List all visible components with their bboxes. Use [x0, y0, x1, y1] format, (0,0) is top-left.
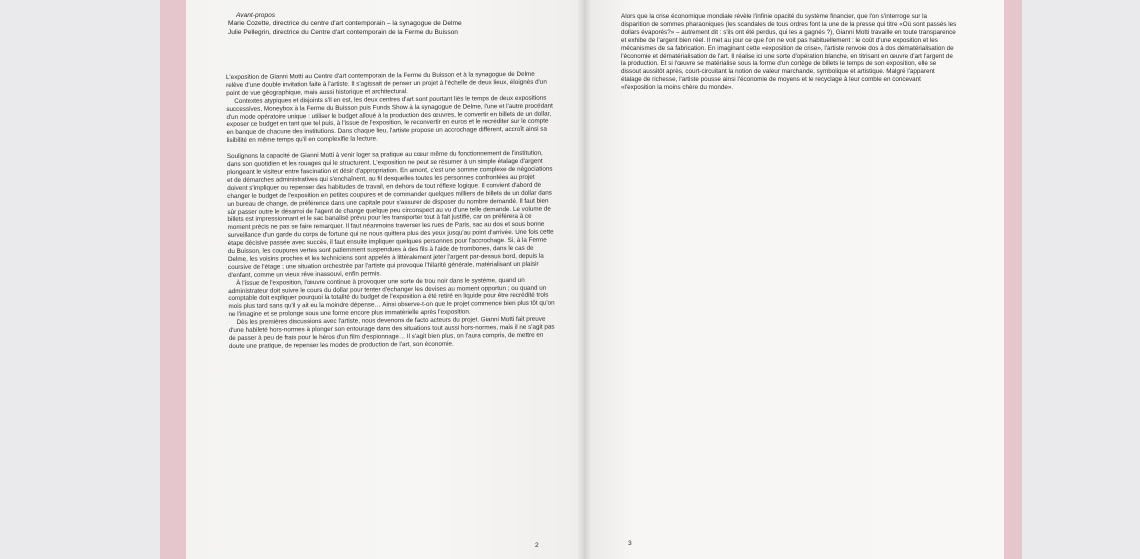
paragraph: Alors que la crise économique mondiale révèle l'infinie opacité du système financier, que l'on s'interroge sur la disparition de sommes pharaoniques (les scandales de tous ordres font la une de la presse qui titre «Où sont passés les dollars évaporés?» – autrement dit : s'ils ont été perdus, qui les a gagnés ?), Gianni Motti travaille en toute transparence et exhibe de l'argent bien réel. Il met au jour ce que l'on ne voit pas habituellement : le coût d'une exposition et les mécanismes de sa fabrication. En imaginant cette «exposition de crise», l'artiste renvoie dos à dos dématérialisation de l'économie et dématérialisation de l'art. Il réalise ici une sorte d'opération blanche, en titrisant en œuvre d'art l'argent de la production. Et si l'œuvre se matérialise sous la forme d'un cortège de billets le temps de son exposition, elle se dissout aussitôt après, court-circuitant la notion de valeur marchande, symbolique et artistique. Malgré l'apparent étalage de richesse, l'artiste pousse ainsi l'économie de moyens et le recyclage à leur comble en concevant «l'exposition la moins chère du monde».: [621, 13, 957, 92]
foreword-header: [228, 12, 558, 37]
page-number: 2: [535, 542, 539, 549]
book-gutter: [578, 0, 590, 559]
paragraph: Dès les premières discussions avec l'artiste, nous devenons de facto acteurs du projet. Gianni Motti fait preuve d'une habileté hors-normes à plonger son entourage dans des situations tout aussi hors-normes, mais il ne s'agit pas de passer à peu de frais pour le héros d'un film d'espionnage… Il s'agit bien plus, on l'aura compris, de mettre en doute une pratique, de repenser les modes de production de l'art, son économie.: [228, 315, 555, 350]
paragraph: L'exposition de Gianni Motti au Centre d'art contemporain de la Ferme du Buisson et à la synagogue de Delme relève d'une double invitation faite à l'artiste. Il s'agissait de penser un projet à l'échelle de deux lieux, éloignés d'un point de vue géographique, mais aussi historique et architectural.: [226, 70, 547, 97]
paragraph: À l'issue de l'exposition, l'œuvre continue à provoquer une sorte de trou noir dans le système, quand un administrateur doit suivre le cours du dollar pour tenter d'échanger les devises au moment opportun ; ou quand un comptable doit expliquer pourquoi la totalité du budget de l'exposition a été retiré en liquide pour être recrédité trois mois plus tard sans qu'il y ait eu la moindre dépense… Ainsi observe-t-on que le projet commence bien plus tôt qu'on ne l'imagine et se prolonge sous une forme encore plus immatérielle après l'exposition.: [228, 276, 555, 319]
right-page-body: [621, 13, 957, 92]
paragraph: Contextes atypiques et disjoints s'il en est, les deux centres d'art sont pourtant liés le temps de deux expositions successives, Moneybox à la Ferme du Buisson puis Funds Show à la synagogue de Delme, l'une et l'autre procédant d'un mode opératoire unique : utiliser le budget alloué à la production des œuvres, le convertir en billets de un dollar, exposer ce budget en tant que tel puis, à l'issue de l'exposition, le reconvertir en euros et le recréditer sur le compte en banque de chacune des institutions. Dans chaque lieu, l'artiste propose un accrochage différent, accroît ainsi sa lisibilité en même temps qu'il en complexifie la lecture.: [226, 94, 553, 145]
author-line: Marie Cozette, directrice du centre d'art contemporain – la synagogue de Delme: [228, 20, 462, 28]
section-label: Avant-propos: [236, 12, 276, 19]
page-number: 3: [628, 540, 632, 547]
author-line: Julie Pellegrin, directrice du Centre d'art contemporain de la Ferme du Buisson: [228, 28, 458, 36]
left-page-body: [226, 71, 556, 351]
paragraph: Soulignons la capacité de Gianni Motti à venir loger sa pratique au cœur même du fonctionnement de l'institution, dans son quotidien et les rouages qui le structurent. L'exposition ne peut se résumer à un simple étalage d'argent plongeant le visiteur entre fascination et désir d'appropriation. En amont, c'est une somme complexe de négociations et de démarches administratives qui s'enchaînent, au fil desquelles toutes les personnes confrontées au projet doivent s'impliquer ou repenser des habitudes de travail, en dehors de tout réflexe logique. Il convient d'abord de changer le budget de l'exposition en petites coupures et de commander quelques milliers de billets de un dollar dans un bureau de change, de préférence dans une capitale pour s'assurer de disposer du nombre demandé. Il faut bien sûr passer outre le désarroi de l'agent de change quelque peu circonspect au vu d'une telle demande. Le volume de billets est impressionnant et le sac banalisé prévu pour les transporter tout à fait justifié, car on préférera à ce moment précis ne pas se faire remarquer. Il faut néanmoins traverser les rues de Paris, sac au dos et sous bonne surveillance d'un garde du corps de fortune qui ne nous quittera plus des yeux jusqu'au point d'arrivée. Une fois cette étape décisive passée avec succès, il faut ensuite impliquer quelques personnes pour l'accrochage. Si, à la Ferme du Buisson, les coupures vertes sont patiemment suspendues à des fils à l'aide de trombones, dans le cas de Delme, les voisins proches et les techniciens sont appelés à littéralement jeter l'argent par-dessus bord, depuis la coursive de l'étage ; une situation orchestrée par l'artiste qui provoque l'hilarité générale, matérialisant un plaisir d'enfant, comme un vieux rêve inassouvi, enfin permis.: [226, 149, 554, 279]
